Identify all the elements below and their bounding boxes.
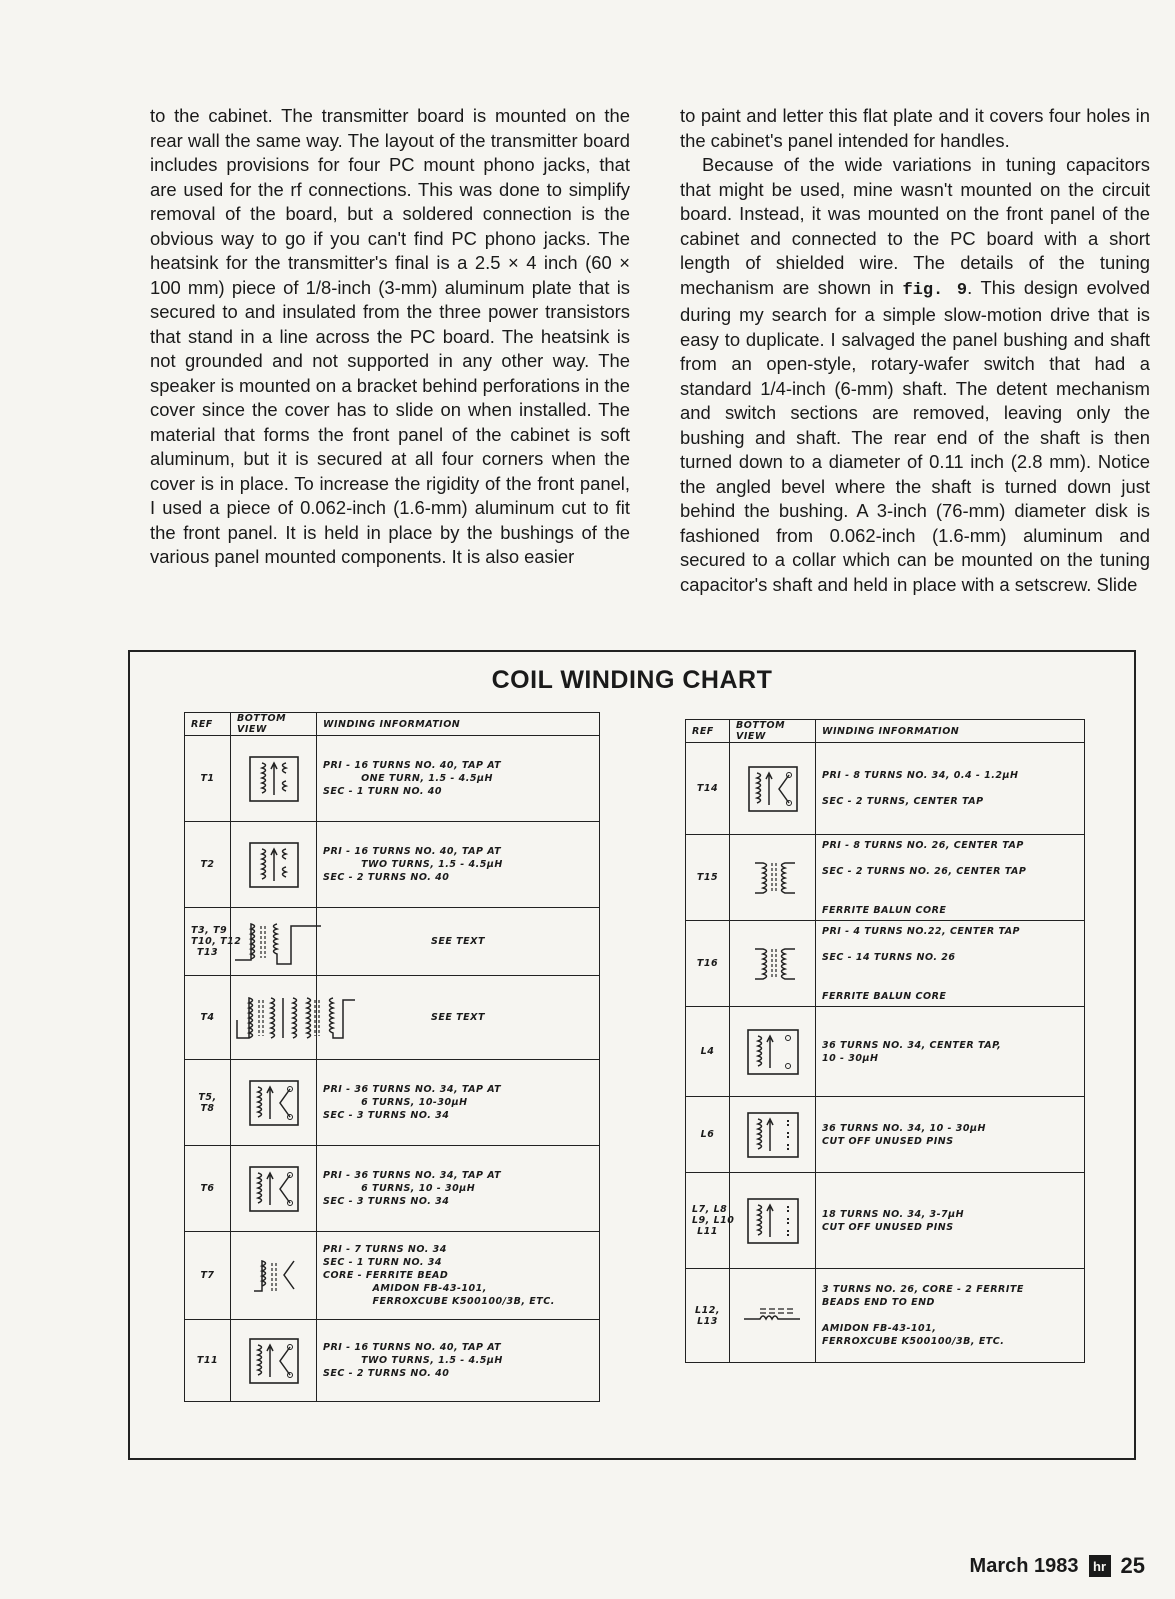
winding-info: PRI - 8 TURNS NO. 34, 0.4 - 1.2µH SEC - 2 TURNS, CENTER TAP: [816, 743, 1085, 835]
multi-core-transformer-icon: [231, 976, 317, 1060]
left-text-column: [150, 104, 630, 570]
coil-table-left-body: [185, 736, 600, 1402]
table-row: [185, 1146, 600, 1232]
can-coil-slug-icon: [231, 822, 317, 908]
winding-info: PRI - 7 TURNS NO. 34 SEC - 1 TURN NO. 34 CORE - FERRITE BEAD AMIDON FB-43-101, FERROXCUBE K500100/3B, ETC.: [317, 1232, 600, 1320]
coil-ref: T5, T8: [185, 1060, 231, 1146]
header-bottom-view: BOTTOM VIEW: [231, 713, 317, 736]
table-header-row: [185, 713, 600, 736]
winding-info: 18 TURNS NO. 34, 3-7µH CUT OFF UNUSED PINS: [816, 1173, 1085, 1269]
header-winding-info: WINDING INFORMATION: [317, 713, 600, 736]
winding-info: PRI - 16 TURNS NO. 40, TAP AT TWO TURNS, 1.5 - 4.5µH SEC - 2 TURNS NO. 40: [317, 1320, 600, 1402]
coil-ref: T4: [185, 976, 231, 1060]
coil-ref: T2: [185, 822, 231, 908]
winding-info: PRI - 16 TURNS NO. 40, TAP AT TWO TURNS, 1.5 - 4.5µH SEC - 2 TURNS NO. 40: [317, 822, 600, 908]
balun-core-icon: [730, 921, 816, 1007]
can-coil-slug-icon: [231, 736, 317, 822]
magazine-logo: hr: [1089, 1555, 1111, 1577]
coil-ref: T16: [686, 921, 730, 1007]
table-row: [185, 908, 600, 976]
coil-table-right-body: [686, 743, 1085, 1363]
coil-ref: T3, T9 T10, T12 T13: [185, 908, 231, 976]
coil-ref: T6: [185, 1146, 231, 1232]
bead-inductor-icon: [730, 1269, 816, 1363]
coil-winding-chart: [128, 650, 1136, 1460]
right-paragraph-2-end: . This design evolved during my search for a simple slow-motion drive that is easy to duplicate. I salvaged the panel bushing and shaft from an open-style, rotary-wafer switch that had a standard 1/4-inch (6-mm) shaft. The detent mechanism and switch sections are removed, leaving only the bushing and shaft. The rear end of the shaft is then turned down to a diameter of 0.11 inch (2.8 mm). Notice the angled bevel where the shaft is turned down just behind the bushing. A 3-inch (76-mm) diameter disk is fashioned from 0.062-inch (1.6-mm) aluminum and secured to a collar which can be mounted on the tuning capacitor's shaft and held in place with a setscrew. Slide: [680, 276, 1150, 595]
table-row: [185, 1320, 600, 1402]
bead-transformer-icon: [231, 1232, 317, 1320]
header-ref: REF: [185, 713, 231, 736]
winding-info: 36 TURNS NO. 34, CENTER TAP, 10 - 30µH: [816, 1007, 1085, 1097]
winding-info: PRI - 36 TURNS NO. 34, TAP AT 6 TURNS, 10-30µH SEC - 3 TURNS NO. 34: [317, 1060, 600, 1146]
coil-ref: T15: [686, 835, 730, 921]
coil-ref: L6: [686, 1097, 730, 1173]
winding-info: 3 TURNS NO. 26, CORE - 2 FERRITE BEADS END TO END AMIDON FB-43-101, FERROXCUBE K500100/3B, ETC.: [816, 1269, 1085, 1363]
table-row: [686, 1173, 1085, 1269]
winding-info: 36 TURNS NO. 34, 10 - 30µH CUT OFF UNUSED PINS: [816, 1097, 1085, 1173]
right-paragraph-2-start: Because of the wide variations in tuning capacitors that might be used, mine wasn't mounted on the circuit board. Instead, it was mounted on the front panel of the cabinet and connected to the PC board with a short length of shielded wire. The details of the tuning mechanism are shown in: [680, 154, 1150, 298]
coil-ref: T14: [686, 743, 730, 835]
table-header-row: [686, 720, 1085, 743]
winding-info: PRI - 8 TURNS NO. 26, CENTER TAP SEC - 2 TURNS NO. 26, CENTER TAP FERRITE BALUN CORE: [816, 835, 1085, 921]
core-transformer-icon: [231, 908, 317, 976]
table-row: [185, 1232, 600, 1320]
coil-ref: T7: [185, 1232, 231, 1320]
table-row: [185, 736, 600, 822]
balun-core-icon: [730, 835, 816, 921]
header-bottom-view: BOTTOM VIEW: [730, 720, 816, 743]
coil-table-right: [685, 719, 1085, 1363]
table-row: [185, 1060, 600, 1146]
winding-info: SEE TEXT: [317, 908, 600, 976]
page-footer: [970, 1553, 1145, 1579]
coil-ref: T1: [185, 736, 231, 822]
can-coil-tap-icon: [231, 1146, 317, 1232]
coil-table-left: [184, 712, 600, 1402]
can-coil-tap-icon: [730, 743, 816, 835]
right-text-column: [680, 104, 1150, 597]
table-row: [686, 921, 1085, 1007]
table-row: [185, 976, 600, 1060]
winding-info: PRI - 16 TURNS NO. 40, TAP AT ONE TURN, 1.5 - 4.5µH SEC - 1 TURN NO. 40: [317, 736, 600, 822]
page-number: 25: [1120, 1553, 1145, 1578]
coil-ref: L12, L13: [686, 1269, 730, 1363]
can-coil-tap-icon: [231, 1060, 317, 1146]
table-row: [686, 1097, 1085, 1173]
header-ref: REF: [686, 720, 730, 743]
table-row: [686, 835, 1085, 921]
table-row: [686, 1269, 1085, 1363]
coil-ref: T11: [185, 1320, 231, 1402]
winding-info: PRI - 36 TURNS NO. 34, TAP AT 6 TURNS, 10 - 30µH SEC - 3 TURNS NO. 34: [317, 1146, 600, 1232]
can-coil-tap-icon: [231, 1320, 317, 1402]
winding-info: SEE TEXT: [317, 976, 600, 1060]
table-row: [686, 1007, 1085, 1097]
right-paragraph-1: to paint and letter this flat plate and it covers four holes in the cabinet's panel intended for handles.: [680, 105, 1150, 151]
figure-reference: fig. 9: [902, 280, 968, 300]
can-inductor-pins-icon: [730, 1097, 816, 1173]
issue-date: March 1983: [969, 1554, 1079, 1577]
can-inductor-icon: [730, 1007, 816, 1097]
table-row: [686, 743, 1085, 835]
header-winding-info: WINDING INFORMATION: [816, 720, 1085, 743]
left-paragraph: to the cabinet. The transmitter board is mounted on the rear wall the same way. The layout of the transmitter board includes provisions for four PC mount phono jacks, that are used for the rf connections. This was done to simplify removal of the board, but a soldered connection is the obvious way to go if you can't find PC phono jacks. The heatsink for the transmitter's final is a 2.5 × 4 inch (60 × 100 mm) piece of 1/8-inch (3-mm) aluminum plate that is secured to and insulated from the three power transistors that stand in a line across the PC board. The heatsink is not grounded and not supported in any other way. The speaker is mounted on a bracket behind perforations in the cover since the cover has to slide on when installed. The material that forms the front panel of the cabinet is soft aluminum, but it is secured at all four corners when the cover is in place. To increase the rigidity of the front panel, I used a piece of 0.062-inch (1.6-mm) aluminum cut to fit the front panel. It is held in place by the bushings of the various panel mounted components. It is also easier: [150, 105, 630, 567]
coil-ref: L4: [686, 1007, 730, 1097]
right-paragraph-2: [680, 153, 1150, 597]
winding-info: PRI - 4 TURNS NO.22, CENTER TAP SEC - 14 TURNS NO. 26 FERRITE BALUN CORE: [816, 921, 1085, 1007]
coil-ref: L7, L8 L9, L10 L11: [686, 1173, 730, 1269]
table-row: [185, 822, 600, 908]
chart-title: COIL WINDING CHART: [491, 666, 773, 694]
can-inductor-pins-icon: [730, 1173, 816, 1269]
